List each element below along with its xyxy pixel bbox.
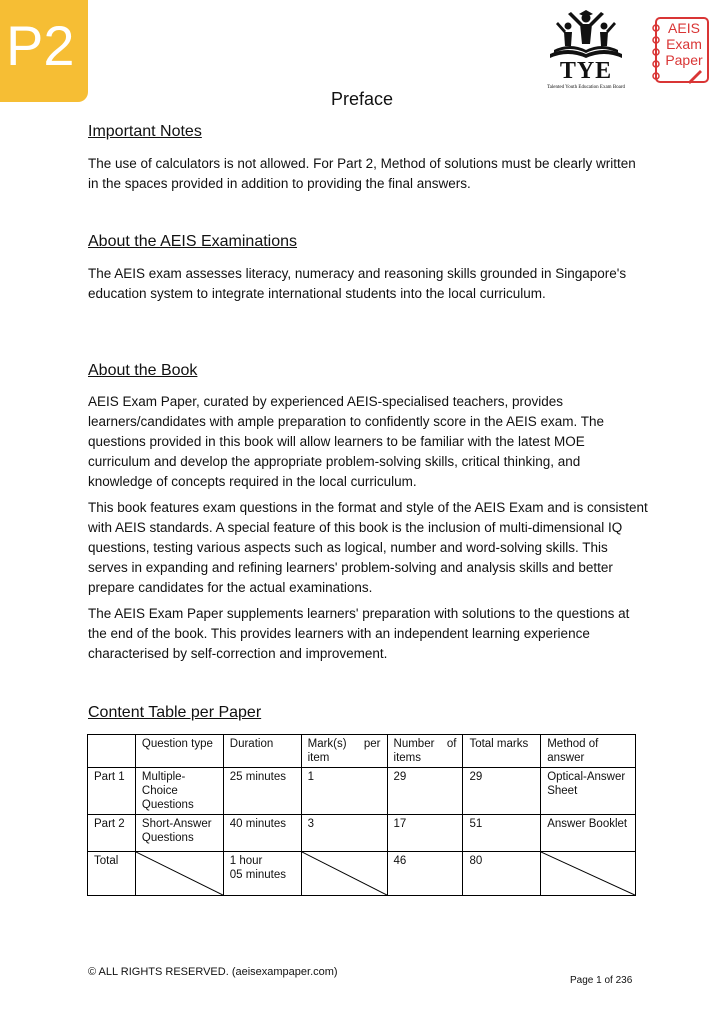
header-of-word: of: [446, 738, 457, 750]
total-label: Total: [88, 852, 136, 896]
page-number: Page 1 of 236: [570, 975, 633, 986]
row-total: 29: [463, 768, 541, 815]
header-total-marks: Total marks: [463, 735, 541, 768]
about-book-paragraph-1: AEIS Exam Paper, curated by experienced AEIS-specialised teachers, provides learners/candidates with ample preparation to confidently score in the AEIS exam. The questions provided in this book will allow learners to be familiar with the latest MOE curriculum and develop the appropriate problem-solving skills, critical thinking, and knowledge of concepts required in the local curriculum.: [88, 394, 605, 489]
header-item-word: item: [307, 752, 330, 764]
table-header-row: [88, 735, 636, 768]
row-marks: 3: [301, 815, 387, 852]
content-table-heading: Content Table per Paper: [88, 704, 262, 721]
table-cell: [88, 735, 136, 768]
header-method: Method of answer: [541, 735, 636, 768]
row-items: 17: [387, 815, 463, 852]
header-duration: Duration: [223, 735, 301, 768]
total-marks: 80: [463, 852, 541, 896]
row-part: Part 1: [88, 768, 136, 815]
table-row: [88, 768, 636, 815]
header-number-of-items: [387, 735, 463, 768]
table-total-row: [88, 852, 636, 896]
header-items-word: items: [393, 752, 421, 764]
aeis-brand-text: [662, 20, 706, 68]
about-exams-heading: About the AEIS Examinations: [88, 233, 298, 250]
row-total: 51: [463, 815, 541, 852]
diagonal-line: [541, 852, 635, 895]
tye-logo-subtitle: Talented Youth Education Exam Board: [546, 85, 626, 90]
aeis-brand-badge: [648, 16, 710, 84]
important-notes-paragraph: The use of calculators is not allowed. For Part 2, Method of solutions must be clearly written in the spaces provided in addition to providing the final answers.: [88, 156, 636, 191]
row-duration: 25 minutes: [223, 768, 301, 815]
header-per-word: per: [363, 738, 381, 750]
header-marks-word: Mark(s): [307, 738, 347, 750]
total-duration: [223, 852, 301, 896]
header-marks-per-item: [301, 735, 387, 768]
book-figures-icon: [538, 8, 634, 60]
about-exams-paragraph: The AEIS exam assesses literacy, numeracy and reasoning skills grounded in Singapore's education system to integrate international students into the local curriculum.: [88, 266, 627, 301]
row-items: 29: [387, 768, 463, 815]
about-book-paragraph-3: The AEIS Exam Paper supplements learners' preparation with solutions to the questions at the end of the book. This provides learners with an independent learning experience characterised by self-correction and improvement.: [88, 606, 630, 661]
row-method: Answer Booklet: [541, 815, 636, 852]
diagonal-line: [136, 852, 223, 895]
row-method: Optical-Answer Sheet: [541, 768, 636, 815]
total-duration-line1: 1 hour: [229, 855, 263, 867]
copyright-footer: © ALL RIGHTS RESERVED. (aeisexampaper.com): [88, 966, 338, 978]
empty-diagonal-cell: [301, 852, 387, 896]
tye-logo-name: TYE: [559, 58, 613, 84]
aeis-brand-line1: AEIS: [668, 20, 700, 36]
table-row: [88, 815, 636, 852]
part-badge: [0, 0, 88, 102]
row-marks: 1: [301, 768, 387, 815]
row-question-type: Short-Answer Questions: [135, 815, 223, 852]
row-question-type: Multiple-Choice Questions: [135, 768, 223, 815]
header-number-word: Number: [393, 738, 435, 750]
aeis-brand-line3: Paper: [665, 52, 703, 68]
empty-diagonal-cell: [541, 852, 636, 896]
total-items: 46: [387, 852, 463, 896]
empty-diagonal-cell: [135, 852, 223, 896]
important-notes-heading: Important Notes: [88, 123, 202, 140]
header-question-type: Question type: [135, 735, 223, 768]
content-table: [87, 734, 636, 896]
part-badge-label: P2: [6, 14, 75, 77]
about-book-paragraph-2: This book features exam questions in the format and style of the AEIS Exam and is consistent with AEIS standards. A special feature of this book is the inclusion of multi-dimensional IQ questions, testing various aspects such as logical, number and word-solving skills. This serves in expanding and refining learners' problem-solving and analysis skills and better prepare candidates for the actual examinations.: [88, 500, 648, 595]
row-part: Part 2: [88, 815, 136, 852]
row-duration: 40 minutes: [223, 815, 301, 852]
total-duration-line2: 05 minutes: [229, 869, 287, 881]
tye-logo: [538, 8, 634, 96]
page-title: Preface: [330, 89, 394, 109]
about-book-heading: About the Book: [88, 362, 198, 379]
aeis-brand-line2: Exam: [666, 36, 702, 52]
diagonal-line: [302, 852, 387, 895]
